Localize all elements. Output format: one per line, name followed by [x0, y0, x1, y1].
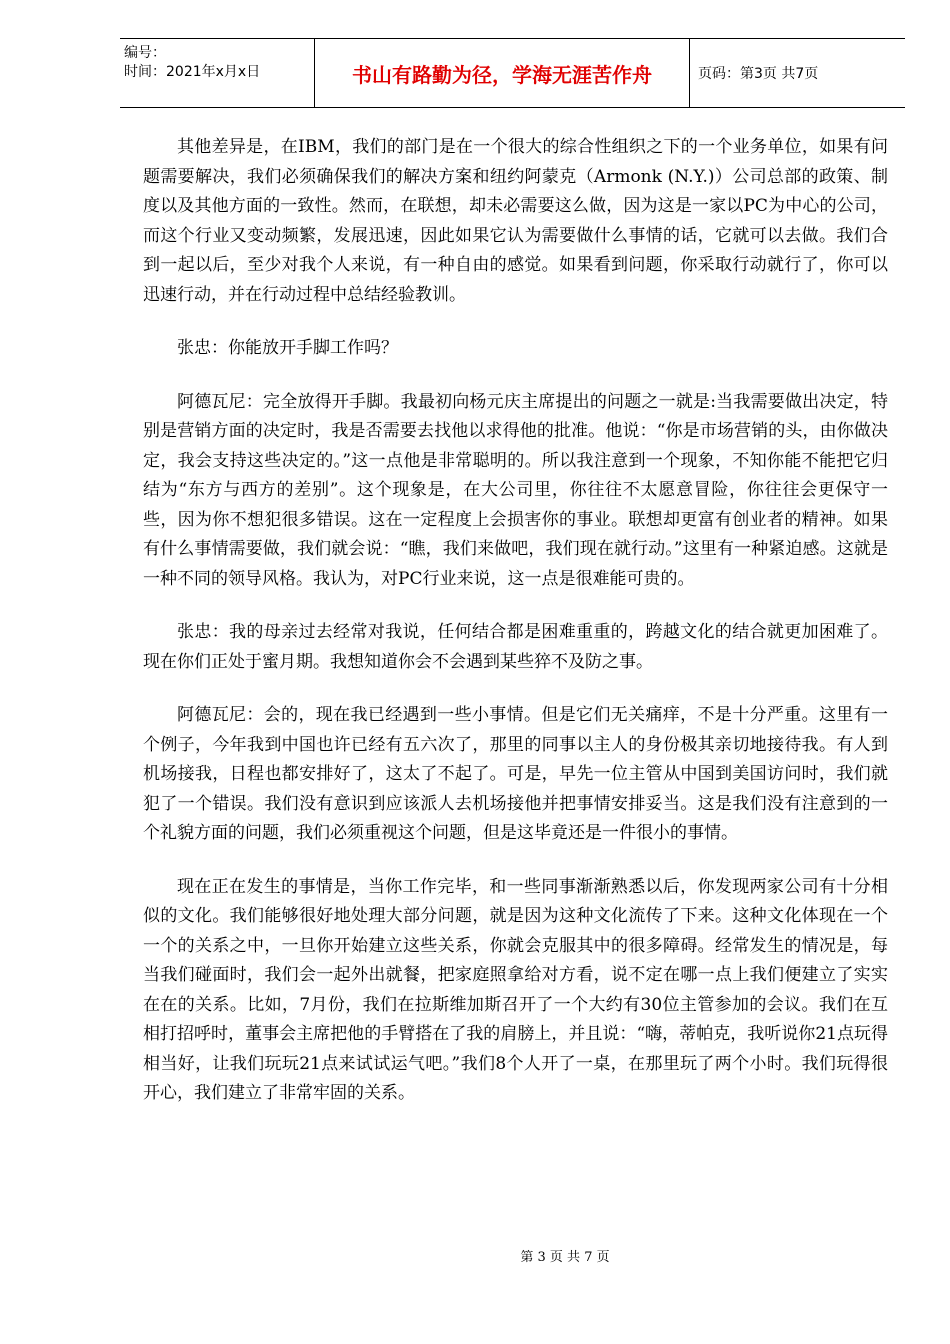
header-meta [120, 39, 315, 107]
paragraph: 其他差异是，在IBM，我们的部门是在一个很大的综合性组织之下的一个业务单位，如果有问题需要解决，我们必须确保我们的解决方案和纽约阿蒙克（Armonk (N.Y.)）公司总部的政策、制度以及其他方面的一致性。然而，在联想，却未必需要这么做，因为这是一家以PC为中心的公司，而这个行业又变动频繁，发展迅速，因此如果它认为需要做什么事情的话，它就可以去做。我们合到一起以后，至少对我个人来说，有一种自由的感觉。如果看到问题，你采取行动就行了，你可以迅速行动，并在行动过程中总结经验教训。 [143, 137, 888, 305]
paragraph: 现在正在发生的事情是，当你工作完毕，和一些同事渐渐熟悉以后，你发现两家公司有十分相似的文化。我们能够很好地处理大部分问题，就是因为这种文化流传了下来。这种文化体现在一个一个的关系之中，一旦你开始建立这些关系，你就会克服其中的很多障碍。经常发生的情况是，每当我们碰面时，我们会一起外出就餐，把家庭照拿给对方看，说不定在哪一点上我们便建立了实实在在的关系。比如，7月份，我们在拉斯维加斯召开了一个大约有30位主管参加的会议。我们在互相打招呼时，董事会主席把他的手臂搭在了我的肩膀上，并且说：“嗨，蒂帕克，我听说你21点玩得相当好，让我们玩玩21点来试试运气吧。”我们8个人开了一桌，在那里玩了两个小时。我们玩得很开心，我们建立了非常牢固的关系。 [143, 876, 888, 1103]
paragraph: 阿德瓦尼：会的，现在我已经遇到一些小事情。但是它们无关痛痒，不是十分严重。这里有一个例子，今年我到中国也许已经有五六次了，那里的同事以主人的身份极其亲切地接待我。有人到机场接我，日程也都安排好了，这太了不起了。可是，早先一位主管从中国到美国访问时，我们就犯了一个错误。我们没有意识到应该派人去机场接他并把事情安排妥当。这是我们没有注意到的一个礼貌方面的问题，我们必须重视这个问题，但是这毕竟还是一件很小的事情。 [143, 705, 888, 843]
paragraph: 张忠：你能放开手脚工作吗？ [177, 338, 398, 358]
paragraph: 阿德瓦尼：完全放得开手脚。我最初向杨元庆主席提出的问题之一就是:当我需要做出决定，特别是营销方面的决定时，我是否需要去找他以求得他的批准。他说：“你是市场营销的头，由你做决定，我会支持这些决定的。”这一点他是非常聪明的。所以我注意到一个现象，不知你能不能把它归结为“东方与西方的差别”。这个现象是，在大公司里，你往往不太愿意冒险，你往往会更保守一些，因为你不想犯很多错误。这在一定程度上会损害你的事业。联想却更富有创业者的精神。如果有什么事情需要做，我们就会说：“瞧，我们来做吧，我们现在就行动。”这里有一种紧迫感。这就是一种不同的领导风格。我认为，对PC行业来说，这一点是很难能可贵的。 [143, 391, 888, 589]
document-body [143, 133, 888, 1133]
paragraph: 张忠：我的母亲过去经常对我说，任何结合都是困难重重的，跨越文化的结合就更加困难了。现在你们正处于蜜月期。我想知道你会不会遇到某些猝不及防之事。 [143, 622, 888, 672]
id-label: 编号： [124, 45, 166, 61]
time-label: 时间：2021年x月x日 [124, 64, 261, 80]
header-page-number: 页码：第3页 共7页 [698, 66, 819, 82]
page-header [120, 38, 905, 108]
header-motto: 书山有路勤为径，学海无涯苦作舟 [315, 39, 690, 107]
page-footer: 第 3 页 共 7 页 [520, 1250, 610, 1265]
